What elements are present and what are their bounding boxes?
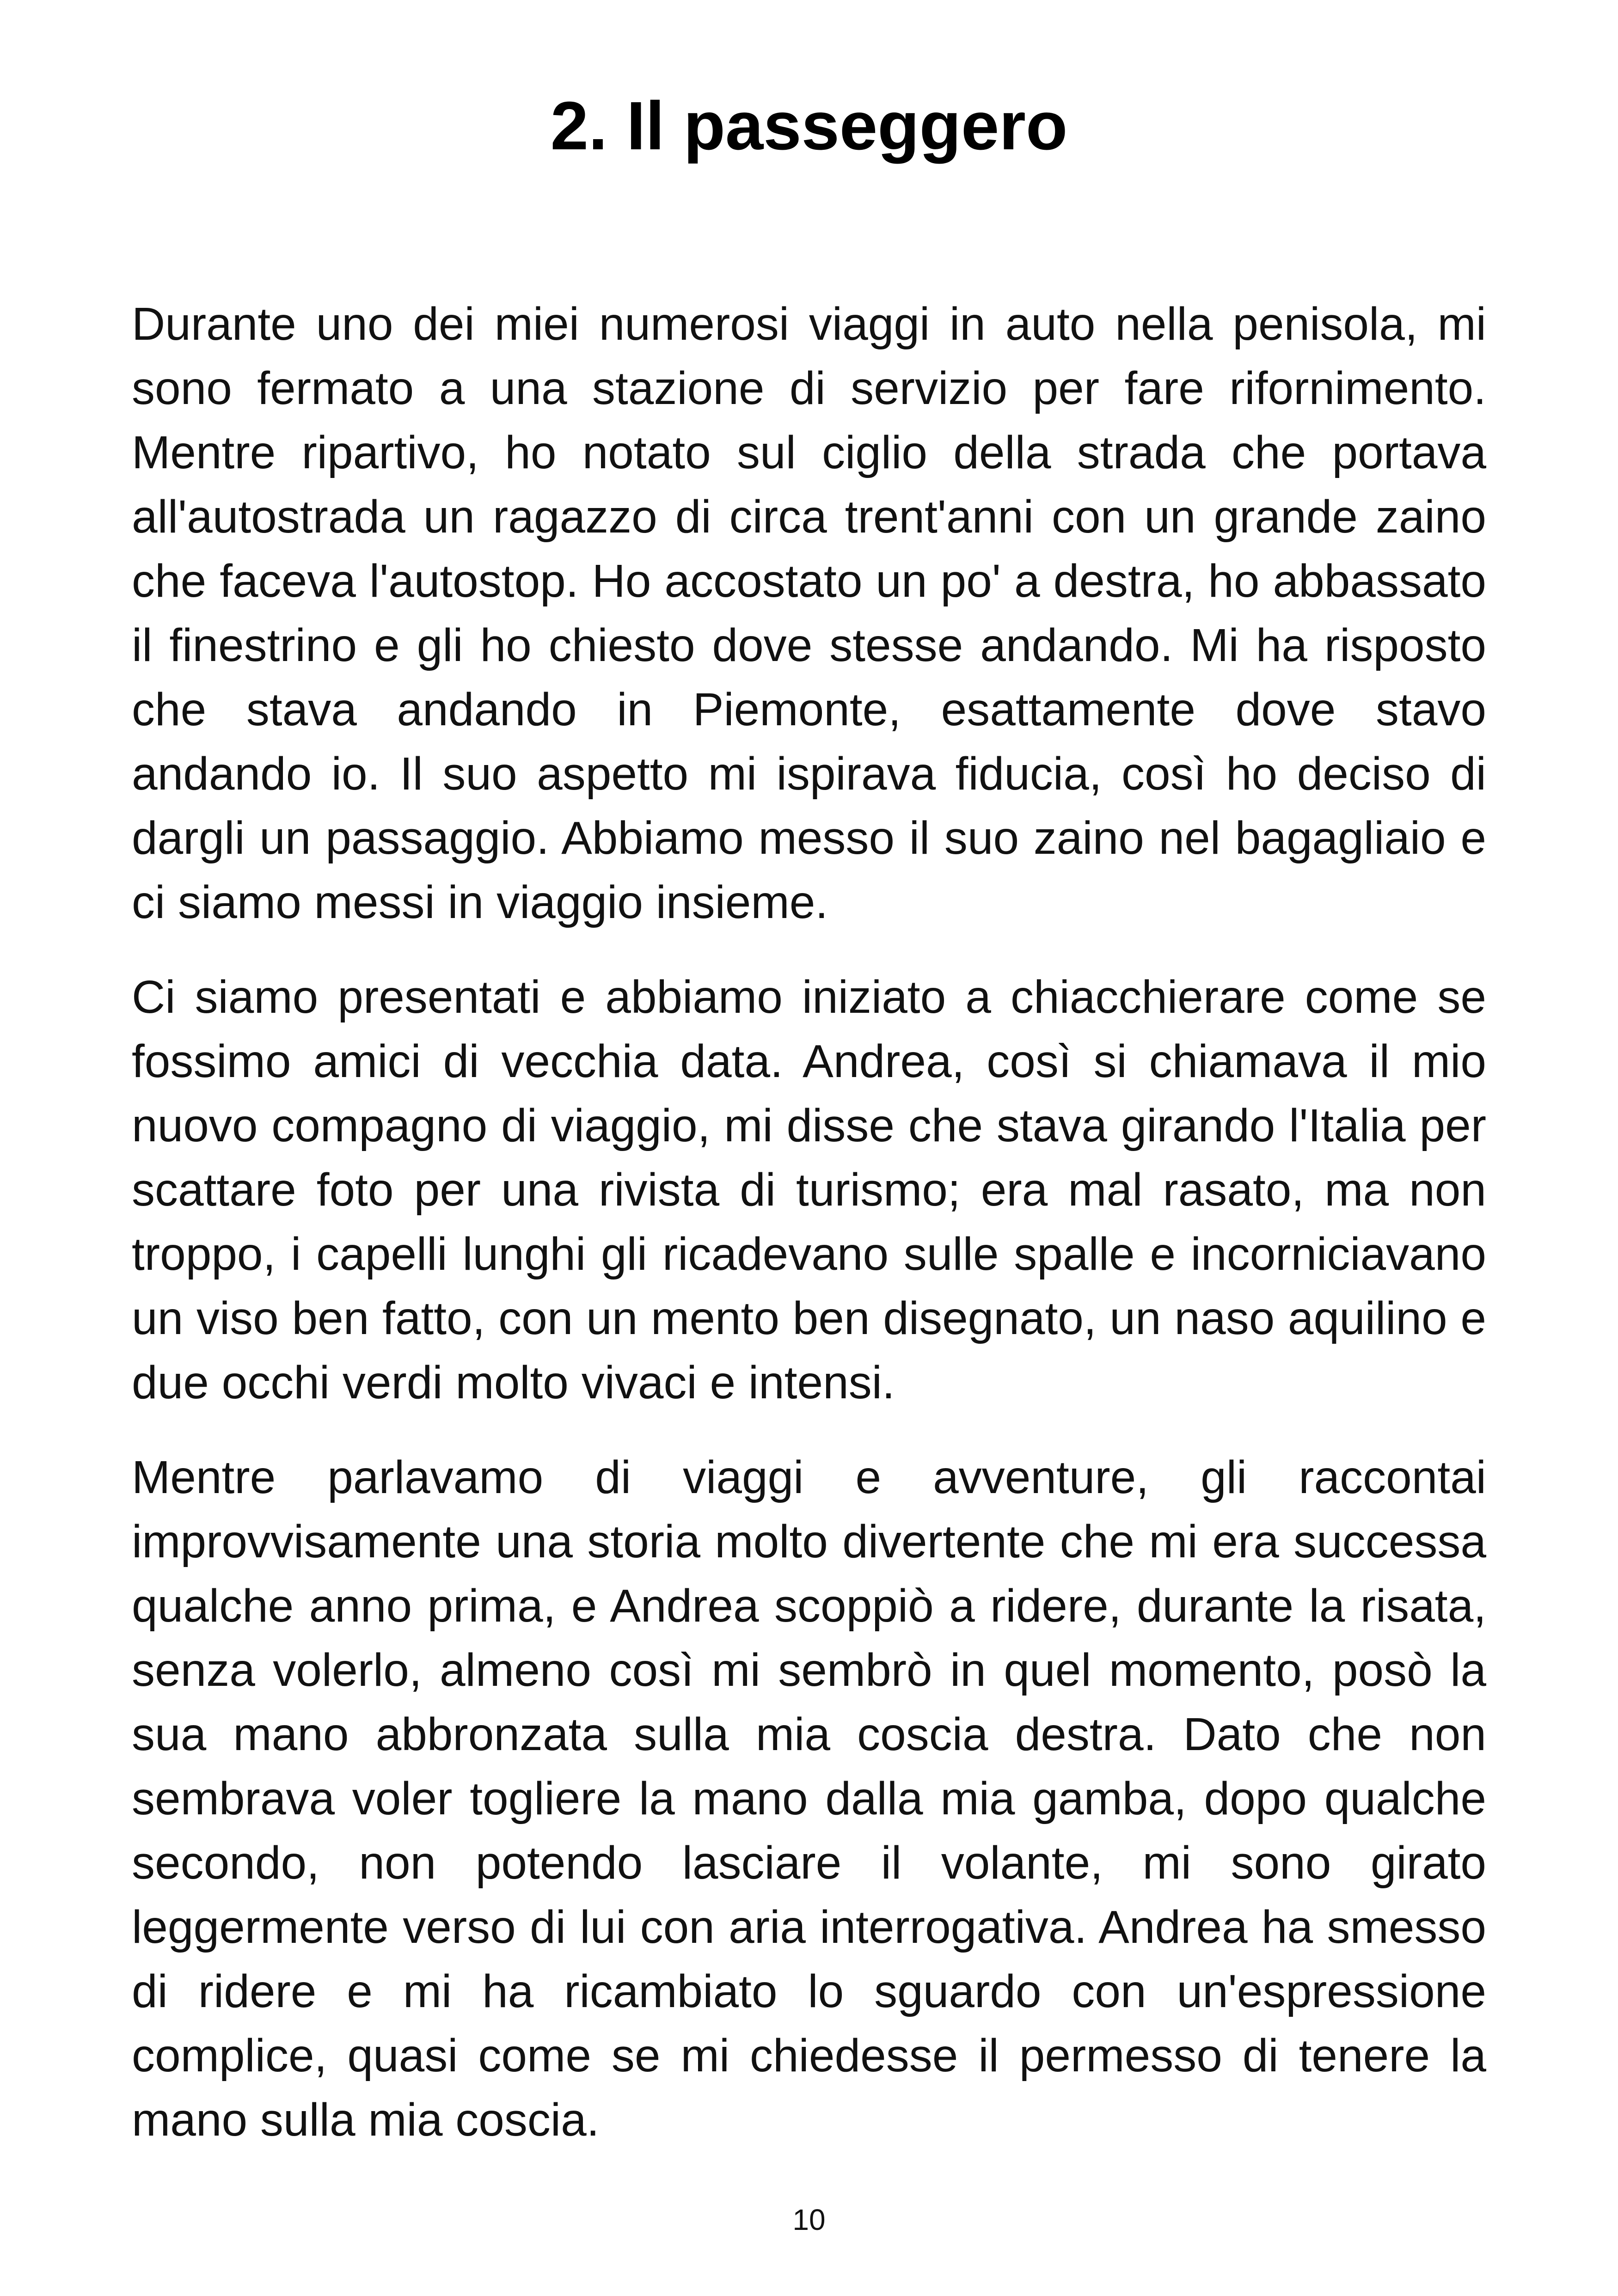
paragraph-1: Durante uno dei miei numerosi viaggi in auto nella penisola, mi sono fermato a una stazione di servizio per fare rifornimento. Mentre ripartivo, ho notato sul ciglio della strada che portava all'autostrada un ragazzo di circa trent'anni con un grande zaino che faceva l'autostop. Ho accostato un po' a destra, ho abbassato il finestrino e gli ho chiesto dove stesse andando. Mi ha risposto che stava andando in Piemonte, esattamente dove stavo andando io. Il suo aspetto mi ispirava fiducia, così ho deciso di dargli un passaggio. Abbiamo messo il suo zaino nel bagagliaio e ci siamo messi in viaggio insieme. — [132, 298, 1486, 928]
paragraph-3: Mentre parlavamo di viaggi e avventure, gli raccontai improvvisamente una storia molto divertente che mi era successa qualche anno prima, e Andrea scoppiò a ridere, durante la risata, senza volerlo, almeno così mi sembrò in quel momento, posò la sua mano abbronzata sulla mia coscia destra. Dato che non sembrava voler togliere la mano dalla mia gamba, dopo qualche secondo, non potendo lasciare il volante, mi sono girato leggermente verso di lui con aria interrogativa. Andrea ha smesso di ridere e mi ha ricambiato lo sguardo con un'espressione complice, quasi come se mi chiedesse il permesso di tenere la mano sulla mia coscia. — [132, 1451, 1486, 2146]
page-number: 10 — [792, 2203, 826, 2236]
chapter-title: 2. Il passeggero — [550, 88, 1068, 164]
chapter-body — [132, 292, 1486, 2183]
paragraph-2: Ci siamo presentati e abbiamo iniziato a chiacchierare come se fossimo amici di vecchia data. Andrea, così si chiamava il mio nuovo compagno di viaggio, mi disse che stava girando l'Italia per scattare foto per una rivista di turismo; era mal rasato, ma non troppo, i capelli lunghi gli ricadevano sulle spalle e incorniciavano un viso ben fatto, con un mento ben disegnato, un naso aquilino e due occhi verdi molto vivaci e intensi. — [132, 971, 1486, 1408]
